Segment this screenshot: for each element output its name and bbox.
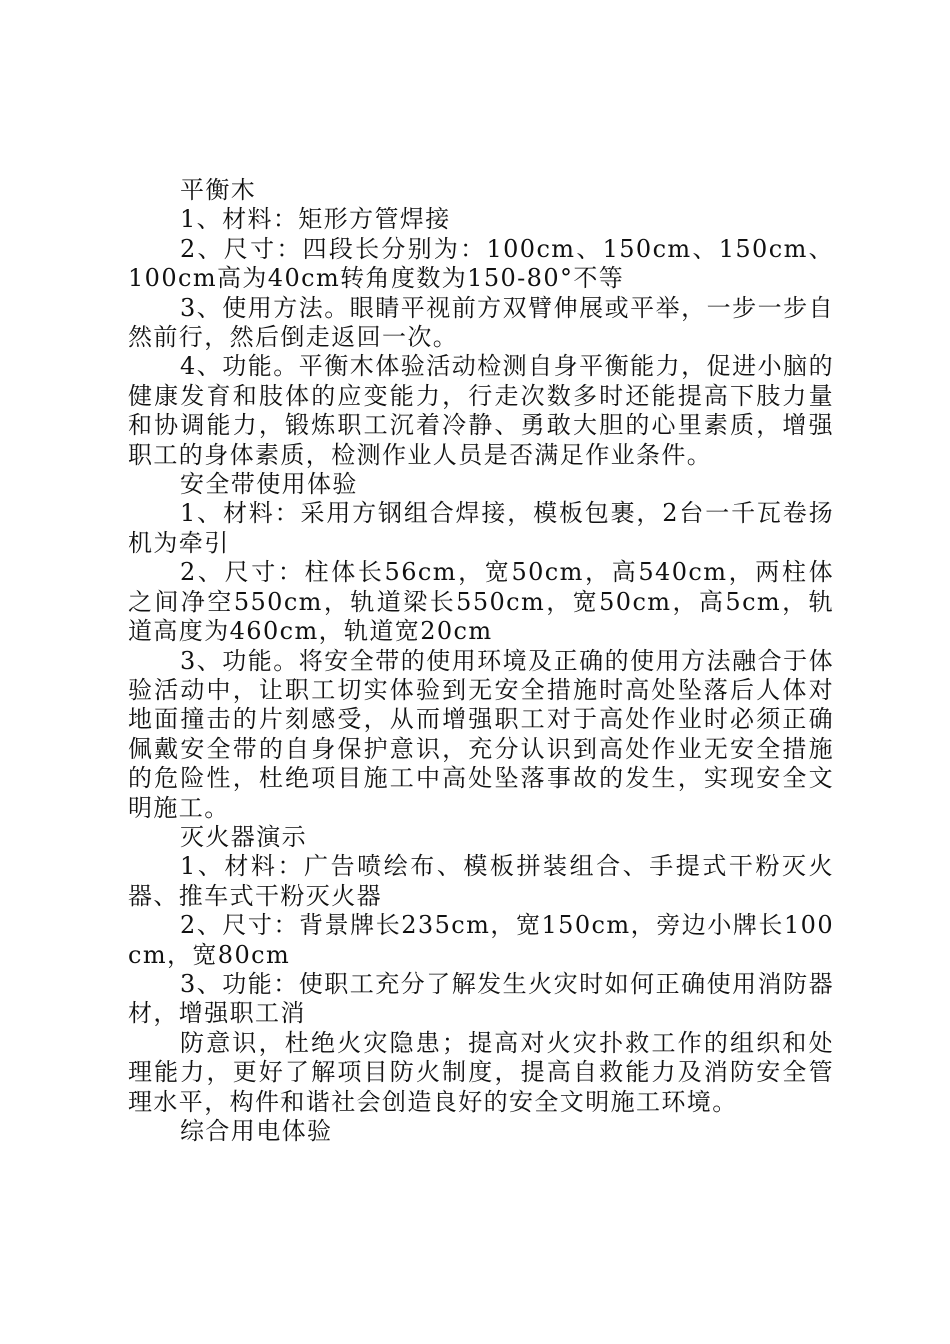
section-heading-electricity: 综合用电体验 [180, 1117, 333, 1145]
paragraph: 防意识，杜绝火灾隐患；提高对火灾扑救工作的组织和处理能力，更好了解项目防火制度，提高自救能力及消防安全管理水平，构件和谐社会创造良好的安全文明施工环境。 [128, 1028, 834, 1116]
paragraph: 4、功能。平衡木体验活动检测自身平衡能力，促进小脑的健康发育和肢体的应变能力，行走次数多时还能提高下肢力量和协调能力，锻炼职工沉着冷静、勇敢大胆的心里素质，增强职工的身体素质，检测作业人员是否满足作业条件。 [128, 352, 834, 469]
section-heading-balance-beam: 平衡木 [180, 176, 257, 204]
paragraph: 2、尺寸：背景牌长235cm，宽150cm，旁边小牌长100cm，宽80cm [128, 911, 834, 969]
paragraph: 3、功能。将安全带的使用环境及正确的使用方法融合于体验活动中，让职工切实体验到无安全措施时高处坠落后人体对地面撞击的片刻感受，从而增强职工对于高处作业时必须正确佩戴安全带的自身保护意识，充分认识到高处作业无安全措施的危险性，杜绝项目施工中高处坠落事故的发生，实现安全文明施工。 [128, 646, 834, 822]
paragraph: 1、材料：广告喷绘布、模板拼装组合、手提式干粉灭火器、推车式干粉灭火器 [128, 852, 834, 910]
paragraph: 2、尺寸：四段长分别为：100cm、150cm、150cm、100cm高为40cm转角度数为150-80°不等 [128, 234, 834, 293]
paragraph: 1、材料：采用方钢组合焊接，模板包裹，2台一千瓦卷扬机为牵引 [128, 499, 834, 557]
paragraph: 3、使用方法。眼睛平视前方双臂伸展或平举，一步一步自然前行，然后倒走返回一次。 [128, 293, 834, 352]
section-heading-fire-extinguisher: 灭火器演示 [180, 822, 307, 851]
paragraph: 2、尺寸：柱体长56cm，宽50cm，高540cm，两柱体之间净空550cm，轨道梁长550cm，宽50cm，高5cm，轨道高度为460cm，轨道宽20cm [128, 558, 834, 646]
document-body [128, 176, 834, 1146]
paragraph: 1、材料：矩形方管焊接 [180, 205, 451, 234]
paragraph: 3、功能：使职工充分了解发生火灾时如何正确使用消防器材，增强职工消 [128, 969, 834, 1028]
section-heading-safety-belt: 安全带使用体验 [180, 470, 358, 499]
